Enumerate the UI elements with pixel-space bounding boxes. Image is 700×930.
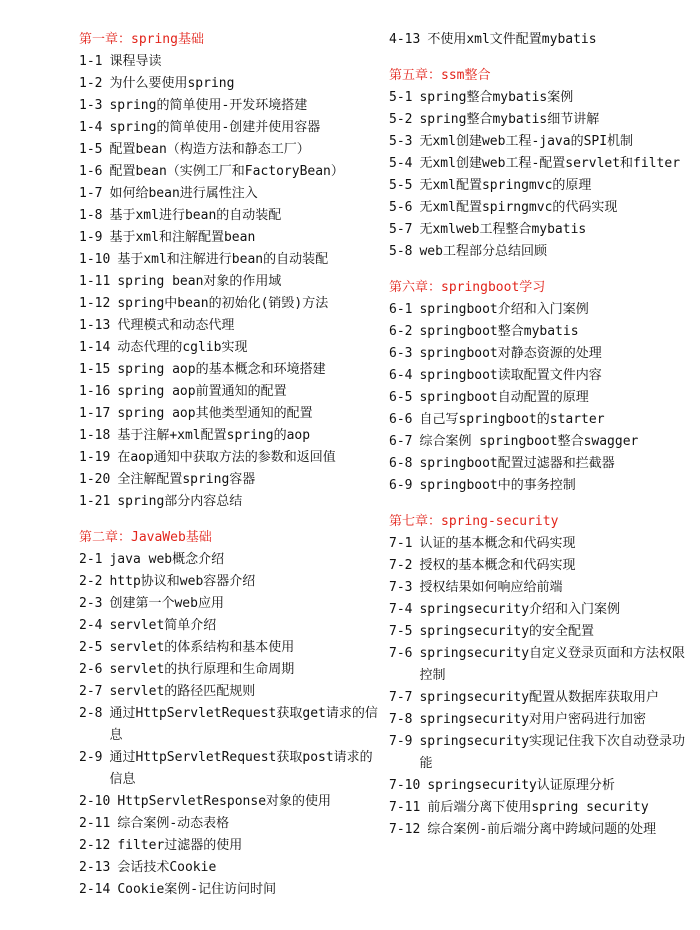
lesson-number: 6-7	[389, 434, 413, 449]
lesson-title: spring的简单使用-开发环境搭建	[109, 98, 308, 113]
lesson-title: servlet的执行原理和生命周期	[109, 662, 295, 677]
lesson-item	[389, 819, 689, 841]
lesson-number: 2-13	[79, 860, 111, 875]
lesson-item	[79, 593, 379, 615]
lesson-title: 基于xml和注解配置bean	[109, 230, 256, 245]
lesson-title: 课程导读	[109, 54, 162, 69]
lesson-title: 基于xml和注解进行bean的自动装配	[117, 252, 329, 267]
lesson-title: 在aop通知中获取方法的参数和返回值	[117, 450, 336, 465]
lesson-title: 无xmlweb工程整合mybatis	[419, 222, 587, 237]
lesson-title: 通过HttpServletRequest获取get请求的信息	[109, 706, 378, 743]
lesson-number: 1-1	[79, 54, 103, 69]
lesson-item	[389, 153, 689, 175]
chapter-section	[389, 29, 689, 51]
lesson-title: servlet的体系结构和基本使用	[109, 640, 295, 655]
lesson-item	[389, 775, 689, 797]
lesson-number: 5-8	[389, 244, 413, 259]
chapter-title: 第二章：JavaWeb基础	[79, 530, 212, 545]
lesson-title: spring aop的基本概念和环境搭建	[117, 362, 326, 377]
lesson-item	[79, 615, 379, 637]
lesson-title: 综合案例-前后端分离中跨域问题的处理	[427, 822, 657, 837]
lesson-number: 5-1	[389, 90, 413, 105]
lesson-title: spring整合mybatis细节讲解	[419, 112, 600, 127]
lesson-number: 2-8	[79, 706, 103, 721]
lesson-item	[389, 475, 689, 497]
lesson-number: 2-3	[79, 596, 103, 611]
lesson-item	[389, 709, 689, 731]
lesson-item	[389, 621, 689, 643]
lesson-title: 为什么要使用spring	[109, 76, 235, 91]
lesson-number: 1-12	[79, 296, 111, 311]
lesson-title: springsecurity对用户密码进行加密	[419, 712, 647, 727]
lesson-title: http协议和web容器介绍	[109, 574, 256, 589]
lesson-item	[79, 183, 379, 205]
lesson-number: 5-2	[389, 112, 413, 127]
lesson-number: 1-13	[79, 318, 111, 333]
lesson-item	[79, 469, 379, 491]
left-column	[79, 29, 379, 915]
lesson-number: 2-6	[79, 662, 103, 677]
lesson-title: springsecurity介绍和入门案例	[419, 602, 621, 617]
lesson-item	[389, 131, 689, 153]
lesson-item	[389, 241, 689, 263]
lesson-title: 前后端分离下使用spring security	[427, 800, 649, 815]
lesson-number: 2-10	[79, 794, 111, 809]
lesson-item	[79, 95, 379, 117]
lesson-title: spring aop前置通知的配置	[117, 384, 287, 399]
lesson-item	[79, 271, 379, 293]
lesson-title: servlet简单介绍	[109, 618, 217, 633]
chapter-title: 第七章：spring-security	[389, 514, 559, 529]
lesson-number: 7-2	[389, 558, 413, 573]
lesson-item	[79, 337, 379, 359]
lesson-item	[389, 687, 689, 709]
lesson-item	[389, 175, 689, 197]
lesson-title: 无xml配置spirngmvc的代码实现	[419, 200, 618, 215]
lesson-number: 7-7	[389, 690, 413, 705]
lesson-item	[79, 659, 379, 681]
lesson-number: 2-5	[79, 640, 103, 655]
lesson-number: 1-11	[79, 274, 111, 289]
lesson-item	[389, 409, 689, 431]
chapter-section	[389, 511, 689, 841]
lesson-title: 会话技术Cookie	[117, 860, 217, 875]
lesson-item	[389, 299, 689, 321]
lesson-item	[389, 731, 689, 775]
right-column	[389, 29, 689, 855]
lesson-title: servlet的路径匹配规则	[109, 684, 256, 699]
lesson-number: 7-10	[389, 778, 421, 793]
lesson-item	[389, 577, 689, 599]
lesson-number: 6-9	[389, 478, 413, 493]
lesson-title: springboot对静态资源的处理	[419, 346, 602, 361]
lesson-item	[79, 249, 379, 271]
lesson-number: 6-5	[389, 390, 413, 405]
lesson-item	[79, 703, 379, 747]
lesson-title: 无xml创建web工程-java的SPI机制	[419, 134, 634, 149]
lesson-number: 1-3	[79, 98, 103, 113]
lesson-number: 1-5	[79, 142, 103, 157]
lesson-item	[389, 219, 689, 241]
lesson-item	[79, 491, 379, 513]
lesson-number: 5-4	[389, 156, 413, 171]
lesson-number: 7-12	[389, 822, 421, 837]
lesson-item	[389, 29, 689, 51]
chapter-section	[79, 527, 379, 901]
lesson-item	[79, 447, 379, 469]
lesson-item	[79, 315, 379, 337]
chapter-title: 第一章：spring基础	[79, 32, 204, 47]
lesson-number: 5-7	[389, 222, 413, 237]
lesson-item	[389, 365, 689, 387]
lesson-number: 7-6	[389, 646, 413, 661]
lesson-item	[389, 797, 689, 819]
lesson-number: 1-17	[79, 406, 111, 421]
lesson-item	[389, 555, 689, 577]
lesson-number: 2-7	[79, 684, 103, 699]
lesson-title: springsecurity实现记住我下次自动登录功能	[419, 734, 686, 771]
lesson-number: 1-19	[79, 450, 111, 465]
lesson-title: 如何给bean进行属性注入	[109, 186, 258, 201]
lesson-number: 6-1	[389, 302, 413, 317]
lesson-item	[79, 857, 379, 879]
lesson-item	[389, 87, 689, 109]
lesson-item	[79, 637, 379, 659]
lesson-number: 7-11	[389, 800, 421, 815]
lesson-item	[79, 359, 379, 381]
lesson-title: 综合案例-动态表格	[117, 816, 230, 831]
lesson-title: springboot配置过滤器和拦截器	[419, 456, 615, 471]
lesson-item	[79, 403, 379, 425]
lesson-title: 无xml创建web工程-配置servlet和filter	[419, 156, 681, 171]
lesson-title: springboot中的事务控制	[419, 478, 576, 493]
lesson-item	[389, 431, 689, 453]
lesson-number: 2-14	[79, 882, 111, 897]
lesson-number: 1-6	[79, 164, 103, 179]
lesson-title: springsecurity的安全配置	[419, 624, 595, 639]
lesson-item	[79, 813, 379, 835]
lesson-title: springboot读取配置文件内容	[419, 368, 602, 383]
chapter-section	[389, 277, 689, 497]
lesson-number: 2-2	[79, 574, 103, 589]
lesson-title: java web概念介绍	[109, 552, 225, 567]
lesson-title: 认证的基本概念和代码实现	[419, 536, 576, 551]
lesson-item	[79, 425, 379, 447]
lesson-number: 5-5	[389, 178, 413, 193]
lesson-title: spring aop其他类型通知的配置	[117, 406, 313, 421]
lesson-number: 1-16	[79, 384, 111, 399]
lesson-item	[389, 533, 689, 555]
chapter-section	[389, 65, 689, 263]
lesson-title: 基于xml进行bean的自动装配	[109, 208, 282, 223]
lesson-title: springboot整合mybatis	[419, 324, 579, 339]
lesson-number: 6-4	[389, 368, 413, 383]
lesson-item	[79, 879, 379, 901]
lesson-number: 1-20	[79, 472, 111, 487]
lesson-number: 1-9	[79, 230, 103, 245]
lesson-item	[389, 109, 689, 131]
lesson-item	[79, 791, 379, 813]
lesson-item	[79, 835, 379, 857]
lesson-title: 无xml配置springmvc的原理	[419, 178, 592, 193]
chapter-title: 第六章：springboot学习	[389, 280, 546, 295]
lesson-number: 2-12	[79, 838, 111, 853]
lesson-title: 不使用xml文件配置mybatis	[427, 32, 597, 47]
lesson-item	[79, 293, 379, 315]
lesson-item	[389, 643, 689, 687]
lesson-item	[79, 747, 379, 791]
lesson-title: springsecurity自定义登录页面和方法权限控制	[419, 646, 686, 683]
lesson-number: 2-11	[79, 816, 111, 831]
lesson-title: spring部分内容总结	[117, 494, 243, 509]
lesson-number: 7-9	[389, 734, 413, 749]
chapter-section	[79, 29, 379, 513]
lesson-number: 7-4	[389, 602, 413, 617]
lesson-title: 配置bean（构造方法和静态工厂）	[109, 142, 310, 157]
lesson-number: 1-10	[79, 252, 111, 267]
lesson-title: 代理模式和动态代理	[117, 318, 235, 333]
lesson-title: 动态代理的cglib实现	[117, 340, 248, 355]
lesson-title: 基于注解+xml配置spring的aop	[117, 428, 311, 443]
lesson-number: 1-14	[79, 340, 111, 355]
lesson-title: spring bean对象的作用域	[117, 274, 282, 289]
lesson-title: filter过滤器的使用	[117, 838, 243, 853]
lesson-title: spring整合mybatis案例	[419, 90, 574, 105]
lesson-title: HttpServletResponse对象的使用	[117, 794, 332, 809]
lesson-number: 6-8	[389, 456, 413, 471]
lesson-number: 5-3	[389, 134, 413, 149]
lesson-item	[79, 549, 379, 571]
lesson-title: 自己写springboot的starter	[419, 412, 605, 427]
lesson-number: 1-4	[79, 120, 103, 135]
lesson-number: 7-3	[389, 580, 413, 595]
lesson-number: 2-9	[79, 750, 103, 765]
lesson-title: spring中bean的初始化(销毁)方法	[117, 296, 329, 311]
lesson-title: 授权的基本概念和代码实现	[419, 558, 576, 573]
lesson-number: 7-8	[389, 712, 413, 727]
lesson-number: 1-15	[79, 362, 111, 377]
lesson-item	[389, 343, 689, 365]
lesson-number: 7-5	[389, 624, 413, 639]
lesson-number: 1-8	[79, 208, 103, 223]
lesson-item	[79, 161, 379, 183]
lesson-item	[79, 681, 379, 703]
lesson-item	[389, 599, 689, 621]
lesson-number: 6-3	[389, 346, 413, 361]
lesson-title: 授权结果如何响应给前端	[419, 580, 563, 595]
lesson-title: 通过HttpServletRequest获取post请求的信息	[109, 750, 373, 787]
lesson-title: spring的简单使用-创建并使用容器	[109, 120, 321, 135]
lesson-title: 综合案例 springboot整合swagger	[419, 434, 639, 449]
lesson-item	[79, 381, 379, 403]
lesson-number: 5-6	[389, 200, 413, 215]
lesson-item	[79, 51, 379, 73]
lesson-title: 配置bean（实例工厂和FactoryBean）	[109, 164, 344, 179]
lesson-item	[389, 321, 689, 343]
lesson-number: 1-2	[79, 76, 103, 91]
lesson-number: 2-4	[79, 618, 103, 633]
chapter-title: 第五章：ssm整合	[389, 68, 491, 83]
lesson-item	[79, 117, 379, 139]
lesson-item	[79, 571, 379, 593]
lesson-number: 4-13	[389, 32, 421, 47]
lesson-item	[389, 197, 689, 219]
lesson-item	[79, 227, 379, 249]
lesson-number: 6-2	[389, 324, 413, 339]
lesson-title: Cookie案例-记住访问时间	[117, 882, 277, 897]
lesson-item	[79, 205, 379, 227]
lesson-item	[389, 453, 689, 475]
lesson-item	[389, 387, 689, 409]
lesson-title: 全注解配置spring容器	[117, 472, 256, 487]
lesson-item	[79, 73, 379, 95]
lesson-number: 1-21	[79, 494, 111, 509]
lesson-title: springboot介绍和入门案例	[419, 302, 589, 317]
lesson-title: web工程部分总结回顾	[419, 244, 547, 259]
lesson-title: 创建第一个web应用	[109, 596, 224, 611]
lesson-title: springsecurity配置从数据库获取用户	[419, 690, 660, 705]
lesson-title: springboot自动配置的原理	[419, 390, 589, 405]
lesson-number: 6-6	[389, 412, 413, 427]
lesson-number: 7-1	[389, 536, 413, 551]
lesson-number: 2-1	[79, 552, 103, 567]
lesson-number: 1-7	[79, 186, 103, 201]
lesson-number: 1-18	[79, 428, 111, 443]
lesson-item	[79, 139, 379, 161]
lesson-title: springsecurity认证原理分析	[427, 778, 615, 793]
